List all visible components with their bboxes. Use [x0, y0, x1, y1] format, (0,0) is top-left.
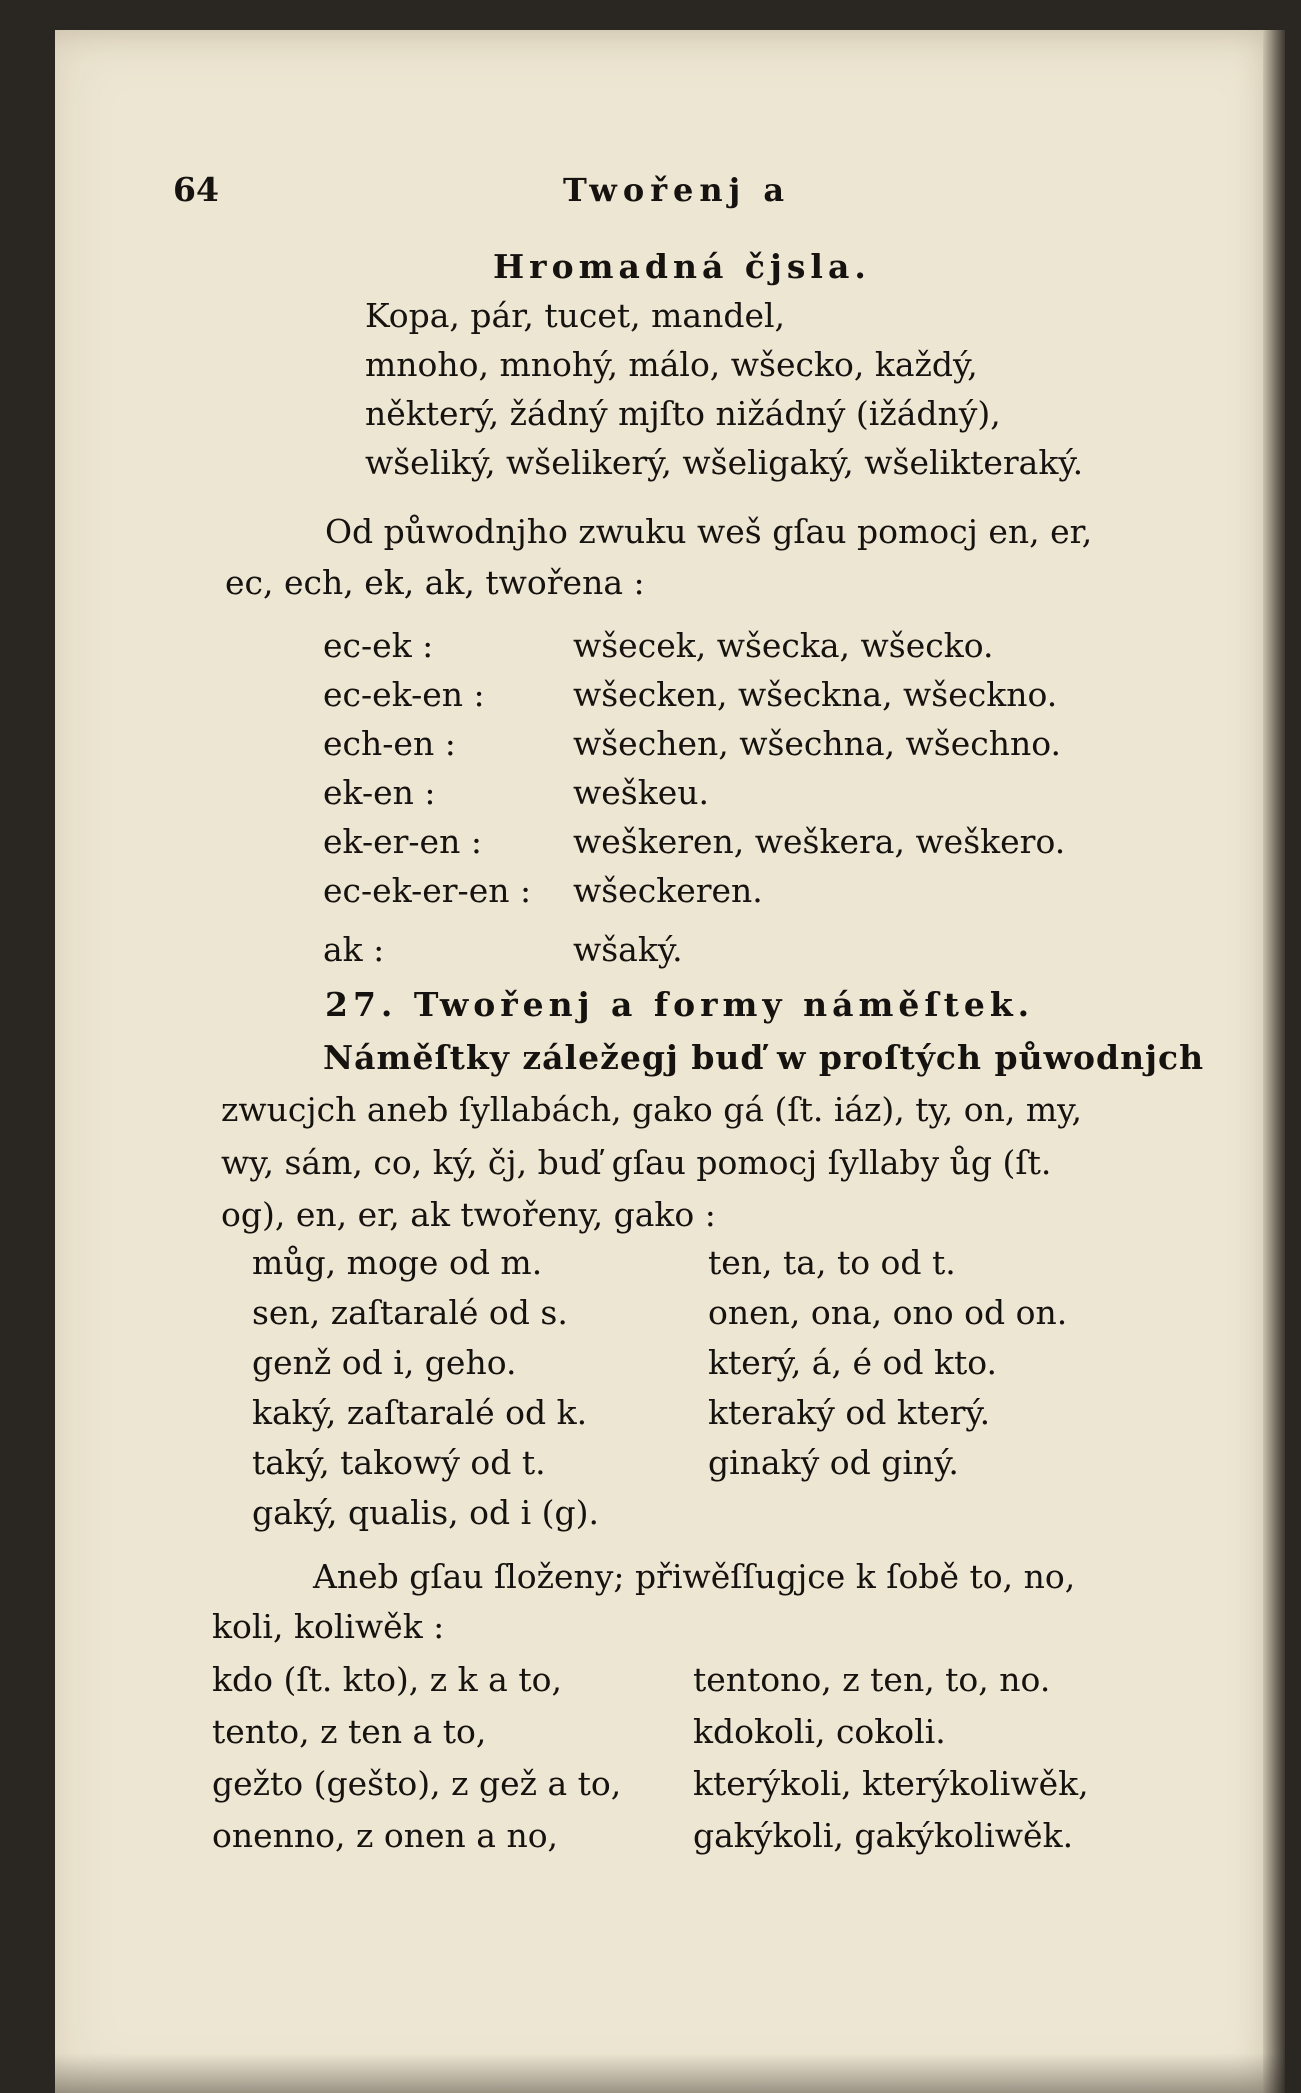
- paragraph-line: wy, sám, co, ký, čj, buď gſau pomocj ſyllaby ůg (ſt.: [221, 1143, 1052, 1182]
- derivation-right: ginaký od giný.: [708, 1443, 959, 1482]
- compound-intro-line: Aneb gſau ſloženy; přiwěſſugjce k ſobě to, no,: [313, 1557, 1076, 1596]
- suffix-forms: weškeu.: [573, 773, 709, 812]
- compound-right: gakýkoli, gakýkoliwěk.: [693, 1816, 1074, 1855]
- derivation-left: kaký, zaſtaralé od k.: [252, 1393, 588, 1432]
- suffix-label: ak :: [323, 930, 385, 969]
- paragraph-line: zwucjch aneb ſyllabách, gako gá (ſt. iáz), ty, on, my,: [221, 1090, 1082, 1129]
- compound-left: gežto (gešto), z gež a to,: [212, 1764, 622, 1803]
- compound-intro-line: koli, koliwěk :: [212, 1607, 445, 1646]
- page-bottom-shadow: [55, 2053, 1285, 2093]
- compound-left: tento, z ten a to,: [212, 1712, 487, 1751]
- suffix-forms: wšecken, wšeckna, wšeckno.: [573, 675, 1058, 714]
- intro-line: ec, ech, ek, ak, twořena :: [225, 563, 645, 602]
- suffix-forms: wšecek, wšecka, wšecko.: [573, 626, 994, 665]
- compound-right: tentono, z ten, to, no.: [693, 1660, 1051, 1699]
- derivation-left: taký, takowý od t.: [252, 1443, 546, 1482]
- suffix-label: ec-ek-en :: [323, 675, 485, 714]
- suffix-forms: wšaký.: [573, 930, 683, 969]
- suffix-forms: wšeckeren.: [573, 871, 763, 910]
- derivation-left: sen, zaſtaralé od s.: [252, 1293, 568, 1332]
- suffix-label: ec-ek :: [323, 626, 434, 665]
- list-line: wšeliký, wšelikerý, wšeligaký, wšelikteraký.: [365, 443, 1084, 482]
- derivation-left: gaký, qualis, od i (g).: [252, 1493, 599, 1532]
- derivation-right: kteraký od který.: [708, 1393, 991, 1432]
- suffix-label: ec-ek-er-en :: [323, 871, 532, 910]
- page-number: 64: [173, 170, 219, 209]
- suffix-forms: weškeren, weškera, weškero.: [573, 822, 1066, 861]
- suffix-label: ek-er-en :: [323, 822, 482, 861]
- page-gutter-shadow: [1263, 30, 1285, 2093]
- derivation-right: ten, ta, to od t.: [708, 1243, 956, 1282]
- derivation-right: který, á, é od kto.: [708, 1343, 997, 1382]
- intro-line: Od půwodnjho zwuku weš gſau pomocj en, er,: [325, 512, 1093, 551]
- compound-left: kdo (ſt. kto), z k a to,: [212, 1660, 562, 1699]
- compound-left: onenno, z onen a no,: [212, 1816, 559, 1855]
- derivation-right: onen, ona, ono od on.: [708, 1293, 1068, 1332]
- list-line: některý, žádný mjſto nižádný (ižádný),: [365, 394, 1001, 433]
- suffix-label: ek-en :: [323, 773, 436, 812]
- book-page: [55, 30, 1285, 2093]
- paragraph-line: og), en, er, ak twořeny, gako :: [221, 1195, 716, 1234]
- derivation-left: genž od i, geho.: [252, 1343, 517, 1382]
- suffix-forms: wšechen, wšechna, wšechno.: [573, 724, 1062, 763]
- paragraph-line: Náměſtky záležegj buď w proſtých půwodnjch: [323, 1038, 1205, 1077]
- section-title: Hromadná čjsla.: [493, 247, 871, 286]
- derivation-left: můg, moge od m.: [252, 1243, 543, 1282]
- suffix-label: ech-en :: [323, 724, 456, 763]
- list-line: Kopa, pár, tucet, mandel,: [365, 296, 786, 335]
- section27-title: 27. Twořenj a formy náměſtek.: [325, 985, 1035, 1024]
- compound-right: kterýkoli, kterýkoliwěk,: [693, 1764, 1089, 1803]
- compound-right: kdokoli, cokoli.: [693, 1712, 946, 1751]
- list-line: mnoho, mnohý, málo, wšecko, každý,: [365, 345, 978, 384]
- running-head: Twořenj a: [563, 171, 791, 209]
